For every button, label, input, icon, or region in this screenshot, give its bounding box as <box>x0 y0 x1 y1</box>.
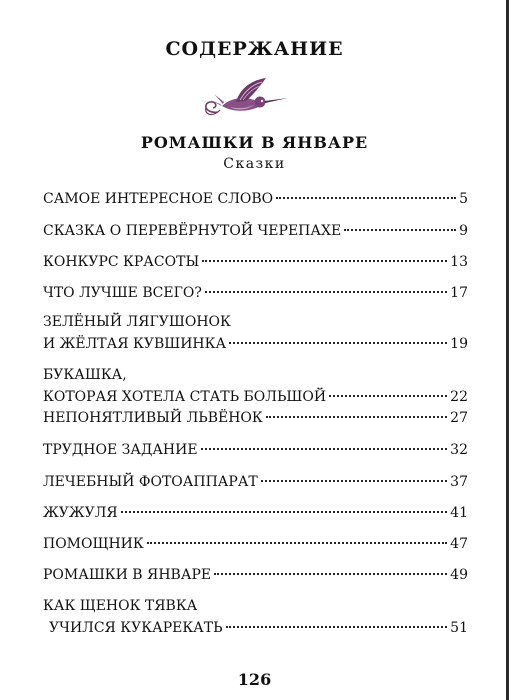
dot-leader <box>214 573 447 575</box>
toc-entry[interactable] <box>43 282 468 304</box>
toc-entry-page: 47 <box>450 536 468 552</box>
toc-entry[interactable] <box>43 220 468 242</box>
toc-entry-title-line: КАК ЩЕНОК ТЯВКА <box>43 598 198 614</box>
toc-entry-page: 49 <box>450 567 468 583</box>
toc-entry[interactable] <box>43 502 468 524</box>
hummingbird-icon <box>196 74 296 124</box>
toc-entry-page: 13 <box>450 254 468 270</box>
toc-entry[interactable] <box>43 311 468 355</box>
toc-entry-page: 22 <box>450 389 468 405</box>
toc-entry-title: НЕПОНЯТЛИВЫЙ ЛЬВЁНОК <box>43 410 263 426</box>
toc-entry[interactable] <box>43 364 468 408</box>
toc-entry-page: 9 <box>459 223 468 239</box>
toc-entry-title: СКАЗКА О ПЕРЕВЁРНУТОЙ ЧЕРЕПАХЕ <box>43 223 342 239</box>
dot-leader <box>344 229 456 231</box>
toc-entry-page: 51 <box>450 620 468 636</box>
toc-entry[interactable] <box>43 595 468 639</box>
dot-leader <box>266 416 447 418</box>
toc-entry-title: ЧТО ЛУЧШЕ ВСЕГО? <box>43 285 202 301</box>
dot-leader <box>202 260 447 262</box>
toc-entry[interactable] <box>43 439 468 461</box>
toc-entry-page: 32 <box>450 442 468 458</box>
toc-entry-title-line: КОТОРАЯ ХОТЕЛА СТАТЬ БОЛЬШОЙ <box>43 389 327 405</box>
toc-entry-title: РОМАШКИ В ЯНВАРЕ <box>43 567 212 583</box>
toc-entry-page: 27 <box>450 410 468 426</box>
toc-entry-title: ЖУЖУЛЯ <box>43 505 118 521</box>
toc-entry-page: 41 <box>450 505 468 521</box>
toc-entry-page: 37 <box>450 474 468 490</box>
dot-leader <box>205 291 447 293</box>
dot-leader <box>121 511 447 513</box>
toc-entry-title-line: БУКАШКА, <box>43 367 127 383</box>
dot-leader <box>276 197 456 199</box>
toc-entry-title: ЛЕЧЕБНЫЙ ФОТОАППАРАТ <box>43 474 258 490</box>
toc-entry-page: 5 <box>459 191 468 207</box>
toc-entry[interactable] <box>43 251 468 273</box>
page-title: СОДЕРЖАНИЕ <box>165 38 344 60</box>
page-number: 126 <box>237 670 272 689</box>
dot-leader <box>329 395 447 397</box>
toc-entry[interactable] <box>43 533 468 555</box>
toc-entry-title: ТРУДНОЕ ЗАДАНИЕ <box>43 442 198 458</box>
collection-subtitle: Сказки <box>223 156 286 172</box>
dot-leader <box>147 542 447 544</box>
dot-leader <box>229 342 447 344</box>
dot-leader <box>201 448 448 450</box>
toc-entry-title: САМОЕ ИНТЕРЕСНОЕ СЛОВО <box>43 191 274 207</box>
dot-leader <box>226 626 448 628</box>
toc-entry[interactable] <box>43 188 468 210</box>
dot-leader <box>261 480 447 482</box>
toc-entry[interactable] <box>43 564 468 586</box>
toc-entry-page: 19 <box>450 336 468 352</box>
toc-entry-title-line: ЗЕЛЁНЫЙ ЛЯГУШОНОК <box>43 314 231 330</box>
toc-entry-title: КОНКУРС КРАСОТЫ <box>43 254 200 270</box>
toc-entry-title: ПОМОЩНИК <box>43 536 144 552</box>
toc-entry-title-line: И ЖЁЛТАЯ КУВШИНКА <box>43 336 227 352</box>
toc-entry-page: 17 <box>450 285 468 301</box>
toc-entry-title-line: УЧИЛСЯ КУКАРЕКАТЬ <box>49 620 223 636</box>
collection-title: РОМАШКИ В ЯНВАРЕ <box>140 133 369 152</box>
toc-entry[interactable] <box>43 471 468 493</box>
toc-entry[interactable] <box>43 407 468 429</box>
